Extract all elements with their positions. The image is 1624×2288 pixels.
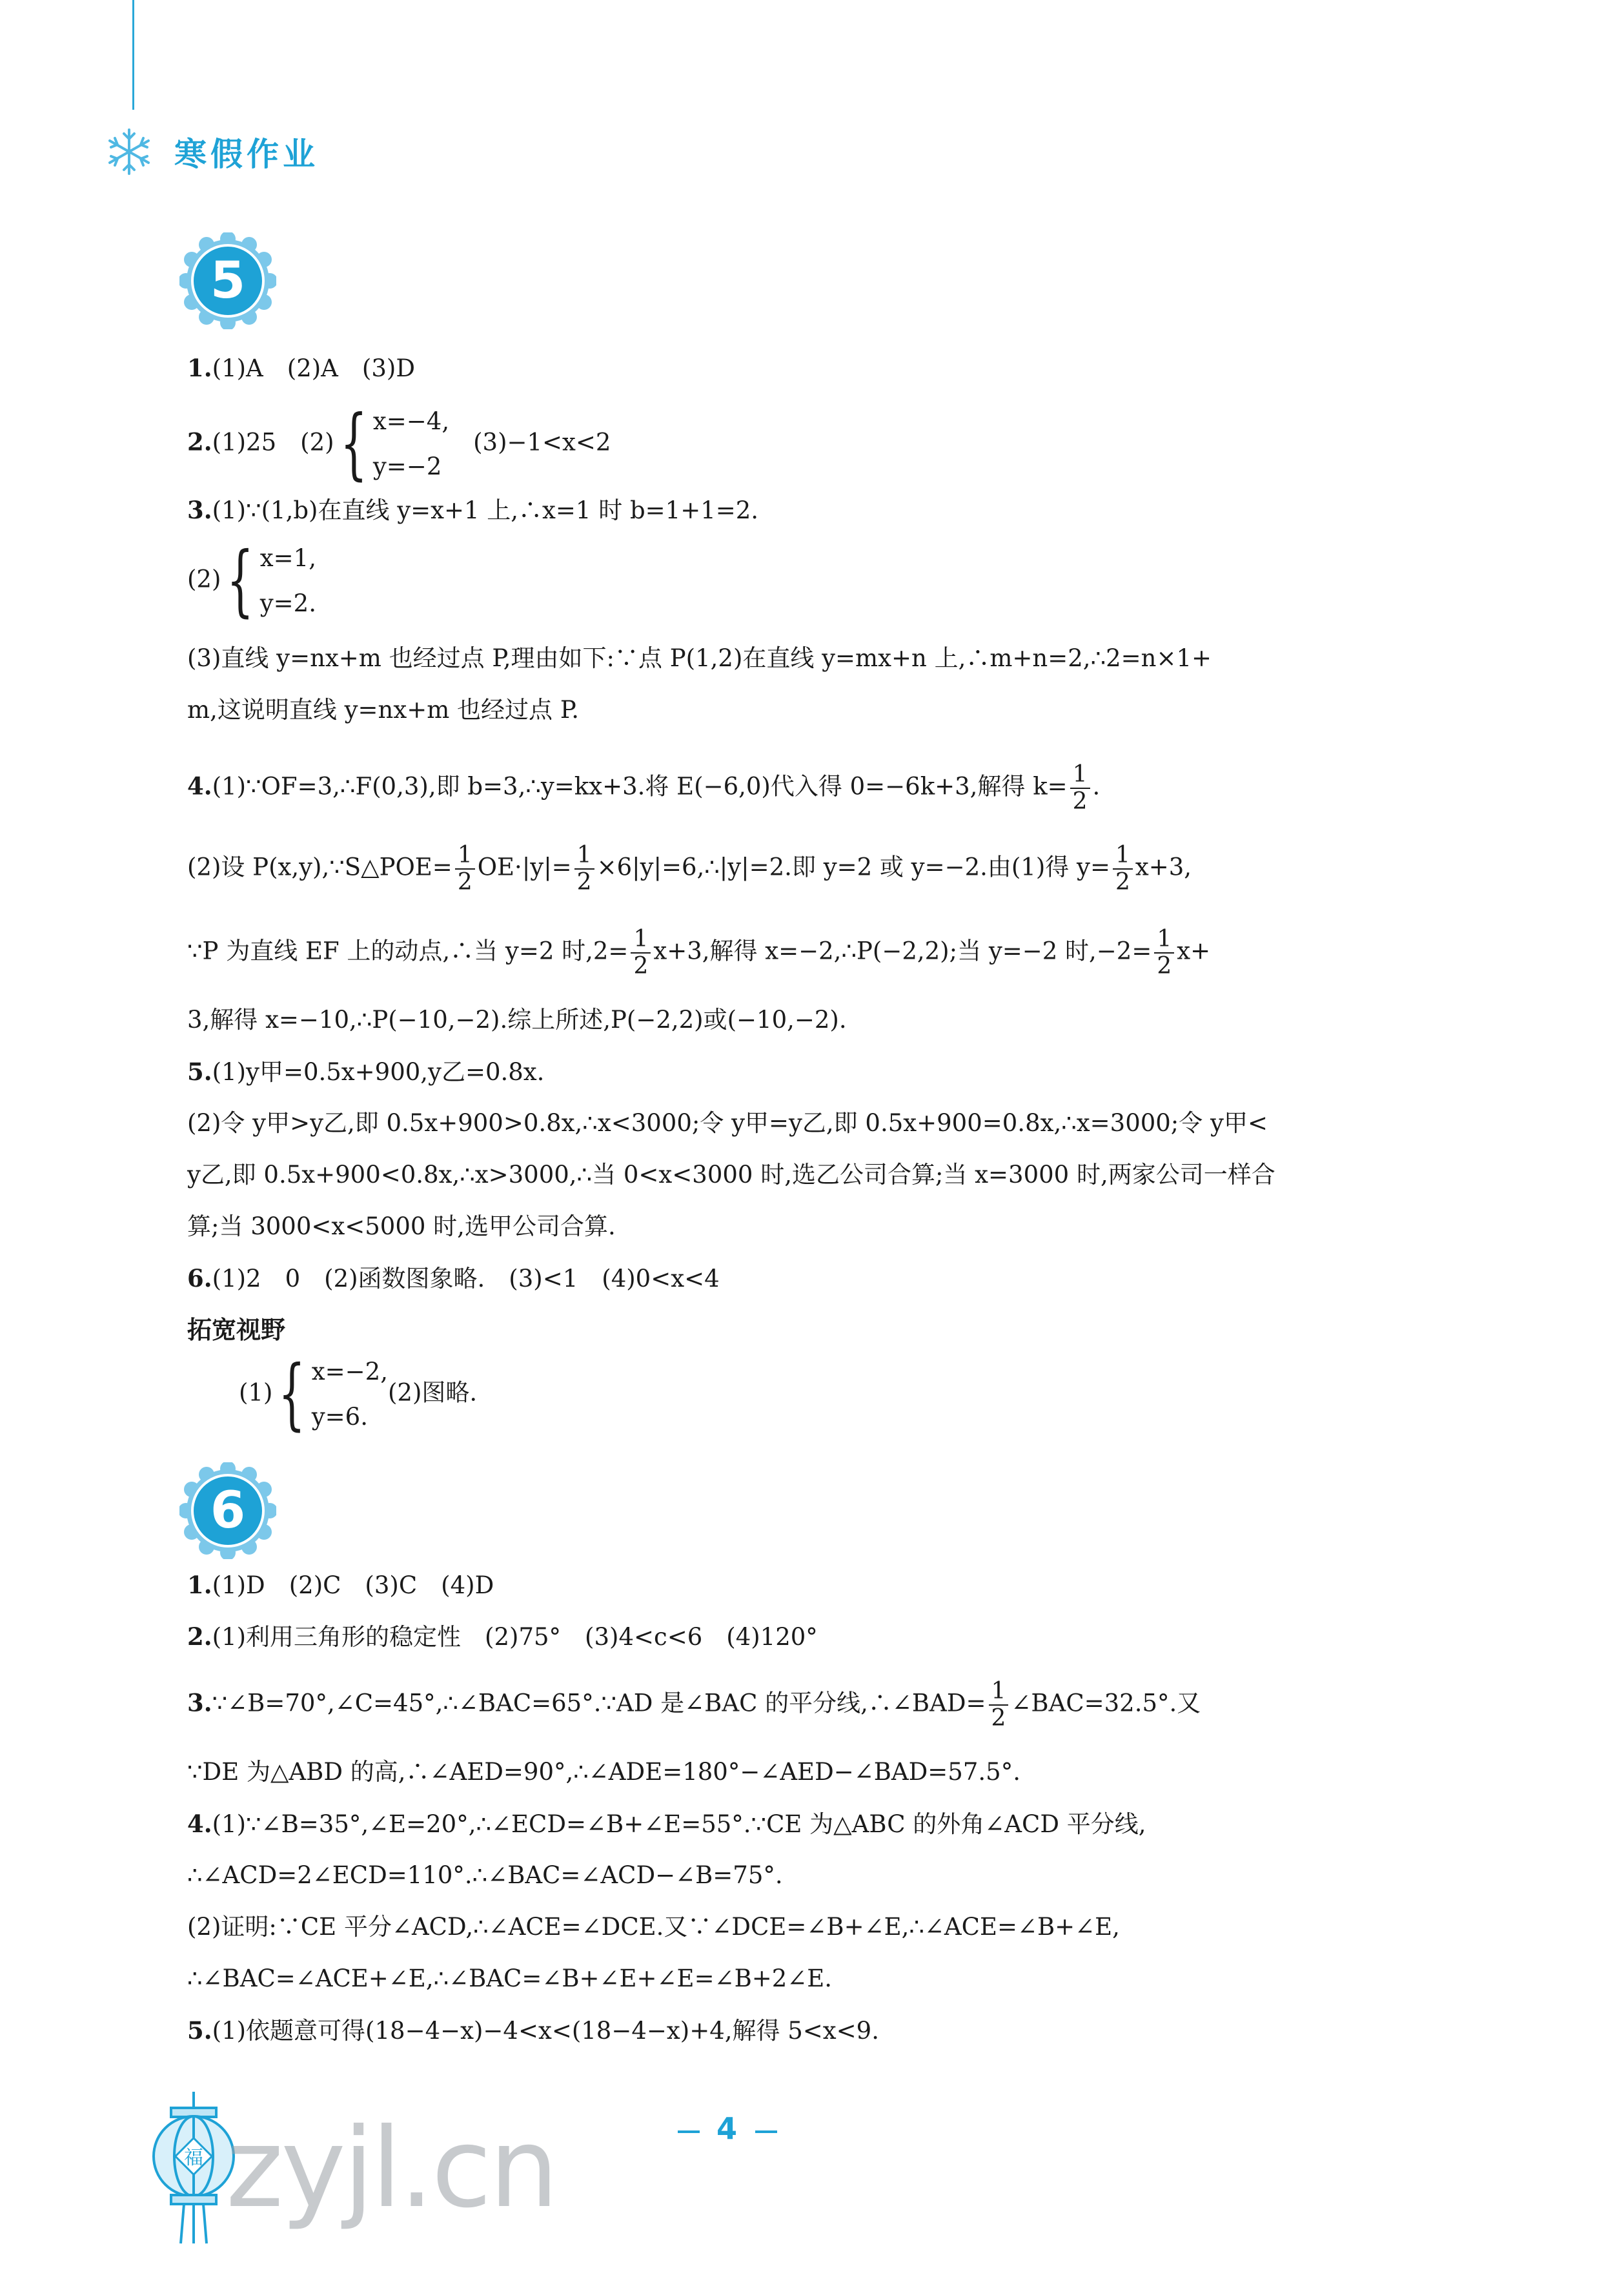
s6-q4-l1 <box>187 1804 1452 1844</box>
q-text: x+3, <box>1135 853 1192 881</box>
s6-q4-l3 <box>187 1908 1452 1946</box>
q-text: (1)利用三角形的稳定性 (2)75° (3)4<c<6 (4)120° <box>212 1623 818 1651</box>
q-text: y乙,即 0.5x+900<0.8x,∴x>3000,∴当 0<x<3000 时,选乙公司合算;当 x=3000 时,两家公司一样合 <box>187 1161 1275 1189</box>
s6-q2 <box>187 1617 1452 1657</box>
q-num: 5. <box>187 2016 212 2045</box>
denominator: 2 <box>1157 953 1172 979</box>
denominator: 2 <box>576 869 592 895</box>
q-text: (1)∵OF=3,∴F(0,3),即 b=3,∴y=kx+3.将 E(−6,0)代入得 0=−6k+3,解得 k= <box>212 772 1068 801</box>
q-num: 1. <box>187 1571 212 1599</box>
watermark: zyjl.cn <box>226 2105 556 2232</box>
s5-q3-l1 <box>187 491 1452 530</box>
page-num-dash-left <box>678 2130 700 2133</box>
q-text: ∵∠B=70°,∠C=45°,∴∠BAC=65°.∵AD 是∠BAC 的平分线,∴∠BAD= <box>212 1689 986 1717</box>
q-text: (1) <box>239 1378 273 1407</box>
q-text: ∵P 为直线 EF 上的动点,∴当 y=2 时,2= <box>187 937 629 965</box>
s5-q6 <box>187 1259 1452 1298</box>
denominator: 2 <box>991 1705 1006 1731</box>
q-num: 5. <box>187 1057 212 1086</box>
q-text: m,这说明直线 y=nx+m 也经过点 P. <box>187 696 579 724</box>
fraction <box>455 843 475 895</box>
top-decor-line <box>132 0 134 110</box>
q-text: (2)设 P(x,y),∵S△POE= <box>187 853 452 881</box>
eq-row: x=−2, <box>311 1358 388 1385</box>
q-text: (3)直线 y=nx+m 也经过点 P,理由如下:∵点 P(1,2)在直线 y=mx+n 上,∴m+n=2,∴2=n×1+ <box>187 644 1212 672</box>
s6-q5 <box>187 2011 1452 2050</box>
q-num: 4. <box>187 1810 212 1838</box>
s5-q5-l1 <box>187 1052 1452 1092</box>
fraction <box>1070 762 1090 815</box>
s6-q4-l4 <box>187 1959 1452 1998</box>
section-5-number: 5 <box>210 252 246 310</box>
q-text: ∴∠BAC=∠ACE+∠E,∴∠BAC=∠B+∠E+∠E=∠B+2∠E. <box>187 1965 833 1992</box>
s5-q4-l2 <box>187 843 1452 895</box>
q-num: 3. <box>187 496 212 524</box>
q-text: x+ <box>1177 937 1211 965</box>
numerator: 1 <box>1070 762 1090 789</box>
q-num: 3. <box>187 1688 212 1717</box>
q-text: (2)证明:∵CE 平分∠ACD,∴∠ACE=∠DCE.又∵∠DCE=∠B+∠E,∴∠ACE=∠B+∠E, <box>187 1913 1120 1941</box>
s5-q3-l3 <box>187 639 1452 678</box>
eq-row: y=2. <box>259 589 316 617</box>
fraction <box>1113 843 1133 895</box>
s6-q3-l2 <box>187 1753 1452 1792</box>
s5-q2 <box>187 399 1452 489</box>
q-text: (2)令 y甲>y乙,即 0.5x+900>0.8x,∴x<3000;令 y甲=y乙,即 0.5x+900=0.8x,∴x=3000;令 y甲< <box>187 1109 1268 1137</box>
q-text: 3,解得 x=−10,∴P(−10,−2).综上所述,P(−2,2)或(−10,−2). <box>187 1006 847 1034</box>
q-text: ∵DE 为△ABD 的高,∴∠AED=90°,∴∠ADE=180°−∠AED−∠BAD=57.5°. <box>187 1758 1020 1786</box>
numerator: 1 <box>989 1679 1009 1706</box>
q-num: 2. <box>187 427 212 456</box>
section-6-number: 6 <box>210 1482 246 1540</box>
page-num-dash-right <box>755 2130 777 2133</box>
denominator: 2 <box>457 869 472 895</box>
numerator: 1 <box>631 926 651 954</box>
section-6-badge <box>179 1462 276 1559</box>
denominator: 2 <box>1115 869 1130 895</box>
s6-q4-l2 <box>187 1856 1452 1895</box>
extend-answer <box>239 1349 1504 1440</box>
numerator: 1 <box>455 843 475 870</box>
q-text: (1)依题意可得(18−4−x)−4<x<(18−4−x)+4,解得 5<x<9. <box>212 2017 879 2045</box>
denominator: 2 <box>1072 788 1088 815</box>
s5-q3-l4 <box>187 691 1452 730</box>
q-text: ∠BAC=32.5°.又 <box>1011 1689 1201 1717</box>
q-text: (1)A (2)A (3)D <box>212 354 415 382</box>
q-num: 4. <box>187 771 212 801</box>
s5-q5-l3 <box>187 1156 1452 1194</box>
q-text: OE·|y|= <box>477 853 572 881</box>
s5-q1 <box>187 349 1452 388</box>
q-text: (1)2 0 (2)函数图象略. (3)<1 (4)0<x<4 <box>212 1265 720 1292</box>
s6-q1 <box>187 1566 1452 1605</box>
page-number: 4 <box>716 2111 738 2146</box>
denominator: 2 <box>633 953 649 979</box>
q-text: (2)图略. <box>387 1378 478 1407</box>
header-title: 寒假作业 <box>174 136 319 173</box>
s5-q5-l2 <box>187 1104 1452 1143</box>
fraction <box>989 1679 1009 1731</box>
q-text: (1)∵∠B=35°,∠E=20°,∴∠ECD=∠B+∠E=55°.∵CE 为△ABC 的外角∠ACD 平分线, <box>212 1810 1146 1838</box>
q-num: 6. <box>187 1264 212 1292</box>
equation-system: { x=−2, y=6. <box>278 1349 388 1439</box>
eq-row: x=1, <box>259 544 316 572</box>
q-text: (2) <box>187 565 221 593</box>
s5-q4-l1 <box>187 762 1452 815</box>
eq-row: x=−4, <box>372 407 450 435</box>
q-text: (1)∵(1,b)在直线 y=x+1 上,∴x=1 时 b=1+1=2. <box>212 496 759 524</box>
s5-q4-l3 <box>187 926 1452 979</box>
numerator: 1 <box>1113 843 1133 870</box>
q-text: x+3,解得 x=−2,∴P(−2,2);当 y=−2 时,−2= <box>653 937 1152 965</box>
s5-q5-l4 <box>187 1207 1452 1246</box>
q-text: (1)y甲=0.5x+900,y乙=0.8x. <box>212 1058 545 1086</box>
eq-row: y=−2 <box>372 453 442 480</box>
section-5-badge <box>179 232 276 329</box>
q-num: 2. <box>187 1622 212 1651</box>
numerator: 1 <box>574 843 594 870</box>
s6-q3-l1 <box>187 1679 1452 1731</box>
equation-system: { x=−4, y=−2 <box>340 399 450 489</box>
lantern-char: 福 <box>184 2147 203 2169</box>
fraction <box>631 926 651 979</box>
q-text: . <box>1092 772 1101 801</box>
q-text: (1)25 (2) <box>212 428 334 456</box>
fraction <box>574 843 594 895</box>
equation-system: { x=1, y=2. <box>227 536 316 626</box>
eq-row: y=6. <box>311 1403 368 1431</box>
q-num: 1. <box>187 354 212 382</box>
s5-q3-l2 <box>187 536 1452 626</box>
snowflake-icon <box>103 126 155 178</box>
fraction <box>1154 926 1174 979</box>
q-text: (1)D (2)C (3)C (4)D <box>212 1571 494 1599</box>
extend-title: 拓宽视野 <box>187 1316 286 1344</box>
q-text: ×6|y|=6,∴|y|=2.即 y=2 或 y=−2.由(1)得 y= <box>596 853 1110 881</box>
numerator: 1 <box>1154 926 1174 954</box>
q-text: (3)−1<x<2 <box>449 428 611 456</box>
page-header <box>103 126 319 178</box>
q-text: 算;当 3000<x<5000 时,选甲公司合算. <box>187 1212 616 1240</box>
s5-q4-l4 <box>187 1001 1452 1039</box>
q-text: ∴∠ACD=2∠ECD=110°.∴∠BAC=∠ACD−∠B=75°. <box>187 1861 783 1889</box>
